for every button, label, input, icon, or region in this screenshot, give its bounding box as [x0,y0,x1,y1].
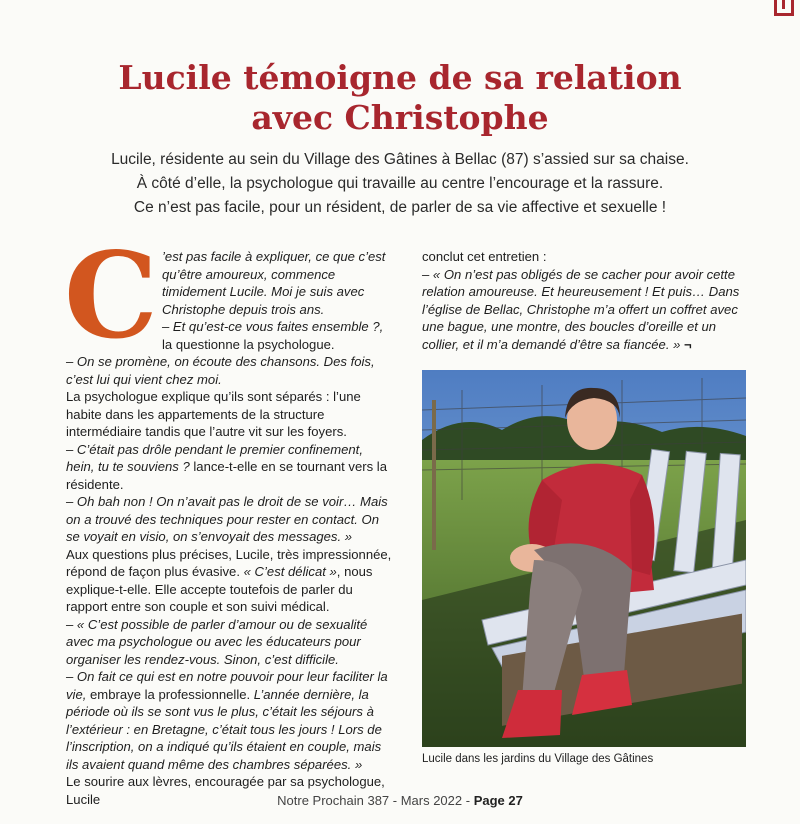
intro-line-1: Lucile, résidente au sein du Village des Gâtines à Bellac (87) s’assied sur sa chaise. [111,151,689,168]
article-column-left [64,226,394,808]
drop-cap: C [64,226,158,365]
paragraph: Le sourire aux lèvres, encouragée par sa psychologue, Lucile [66,774,385,807]
paragraph: – « On n’est pas obligés de se cacher pour avoir cette relation amoureuse. Et heureusement ! Et puis… Dans l’église de Bellac, Christophe m’a offert un coffret avec une bague, une montre, des boucles d’oreille et un collier, et il m’a demandé d’être sa fiancée. » ¬ [422,266,740,352]
footer-page-number: Page 27 [473,793,523,808]
paragraph: – C’était pas drôle pendant le premier confinement, hein, tu te souviens ? lance-t-elle en se tournant vers la résidente. [66,441,387,492]
page-footer [0,793,800,808]
intro-line-2: À côté d’elle, la psychologue qui travaille au centre l’encourage et la rassure. [136,175,664,192]
article-column-right [422,248,748,353]
paragraph: – Oh bah non ! On n’avait pas le droit de se voir… Mais on a trouvé des techniques pour rester en contact. On se voyait en visio, on s’envoyait des messages. » [66,494,388,544]
title-line-2: avec Christophe [251,98,549,137]
paragraph: – On se promène, on écoute des chansons. Des fois, c’est lui qui vient chez moi. [66,354,375,387]
photo-caption: Lucile dans les jardins du Village des Gâtines [422,753,654,765]
section-corner-mark [774,0,794,16]
article-title [0,58,800,138]
title-line-1: Lucile témoigne de sa relation [118,58,682,97]
paragraph: – On fait ce qui est en notre pouvoir pour leur faciliter la vie, embraye la professionnelle. L’année dernière, la période où ils se sont vus le plus, c’était les séjours à l’extérieur : en Bretagne, c’était tous les jours ! Lors de l’inscription, on a indiqué qu’ils étaient en couple, mais ils avaient quand même des chambres séparées. » [66,669,388,772]
paragraph: ’est pas facile à expliquer, ce que c’est qu’être amoureux, commence timidement Lucile. Moi je suis avec Christophe depuis trois ans. [162,249,386,317]
footer-magazine: Notre Prochain 387 - Mars 2022 - [277,793,474,808]
photo-woman-on-bench [422,370,746,747]
article-photo [422,370,746,747]
paragraph: – Et qu’est-ce vous faites ensemble ?, la questionne la psychologue. [162,319,384,352]
paragraph: – « C’est possible de parler d’amour ou de sexualité avec ma psychologue ou avec les éducateurs pour organiser les rendez-vous. Sinon, c’est difficile. [66,616,368,667]
paragraph: La psychologue explique qu’ils sont séparés : l’une habite dans les appartements de la structure intermédiaire tandis que l’autre vit sur les foyers. [66,389,361,439]
paragraph: conclut cet entretien : [422,249,547,264]
article-intro [60,148,740,220]
paragraph: Aux questions plus précises, Lucile, très impressionnée, répond de façon plus évasive. « C’est délicat », nous explique-t-elle. Elle accepte toutefois de parler du rapport entre son couple et son suivi médical. [66,546,392,614]
end-of-article-icon: ¬ [680,336,692,352]
intro-line-3: Ce n’est pas facile, pour un résident, de parler de sa vie affective et sexuelle ! [133,199,667,216]
